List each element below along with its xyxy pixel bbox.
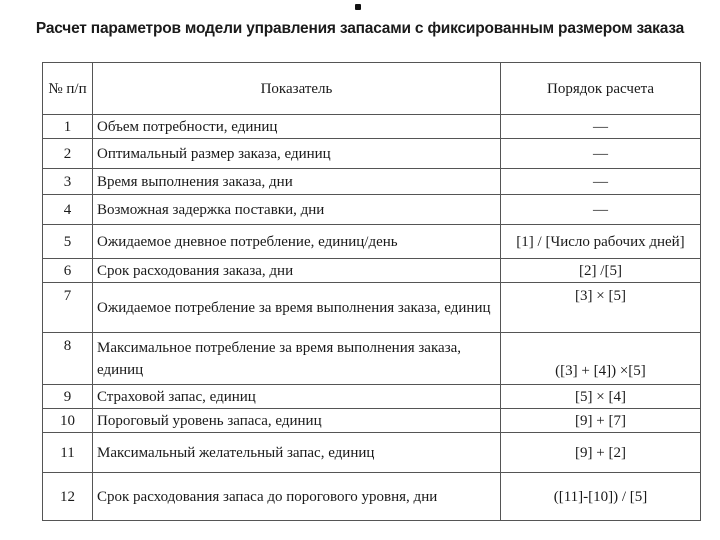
table-row [43,115,701,139]
row-calc: — [501,169,701,195]
row-indicator: Объем потребности, единиц [93,115,501,139]
row-indicator: Срок расходования запаса до порогового уровня, дни [93,473,501,521]
decorative-dot [355,4,361,10]
row-num: 5 [43,225,93,259]
table-row [43,283,701,333]
page-title: Расчет параметров модели управления запасами с фиксированным размером заказа [35,20,685,37]
row-indicator: Максимальное потребление за время выполнения заказа, единиц [93,333,501,385]
row-indicator: Время выполнения заказа, дни [93,169,501,195]
table-row [43,259,701,283]
table-row [43,169,701,195]
row-num: 2 [43,139,93,169]
table-header-row [43,63,701,115]
row-calc: [5] × [4] [501,385,701,409]
row-num: 10 [43,409,93,433]
row-indicator: Ожидаемое потребление за время выполнения заказа, единиц [93,283,501,333]
row-num: 4 [43,195,93,225]
row-calc: — [501,195,701,225]
row-calc: — [501,115,701,139]
header-num: № п/п [43,63,93,115]
table-row [43,139,701,169]
row-indicator: Оптимальный размер заказа, единиц [93,139,501,169]
row-indicator: Страховой запас, единиц [93,385,501,409]
table-row [43,385,701,409]
row-indicator: Максимальный желательный запас, единиц [93,433,501,473]
row-indicator: Пороговый уровень запаса, единиц [93,409,501,433]
row-num: 12 [43,473,93,521]
row-num: 11 [43,433,93,473]
row-num: 1 [43,115,93,139]
row-num: 9 [43,385,93,409]
row-num: 6 [43,259,93,283]
row-calc: [1] / [Число рабочих дней] [501,225,701,259]
row-indicator: Возможная задержка поставки, дни [93,195,501,225]
header-indicator: Показатель [93,63,501,115]
row-calc: [9] + [7] [501,409,701,433]
row-calc: [3] × [5] [501,283,701,333]
inventory-model-table [42,62,701,521]
table-row [43,195,701,225]
header-calc: Порядок расчета [501,63,701,115]
row-calc: [9] + [2] [501,433,701,473]
row-num: 3 [43,169,93,195]
row-indicator: Срок расходования заказа, дни [93,259,501,283]
row-calc: — [501,139,701,169]
row-indicator: Ожидаемое дневное потребление, единиц/день [93,225,501,259]
row-calc: ([3] + [4]) ×[5] [501,333,701,385]
row-num: 7 [43,283,93,333]
row-calc: [2] /[5] [501,259,701,283]
table-row [43,433,701,473]
table-row [43,225,701,259]
table-row [43,409,701,433]
row-num: 8 [43,333,93,385]
row-calc: ([11]-[10]) / [5] [501,473,701,521]
table-row [43,473,701,521]
table-row [43,333,701,385]
